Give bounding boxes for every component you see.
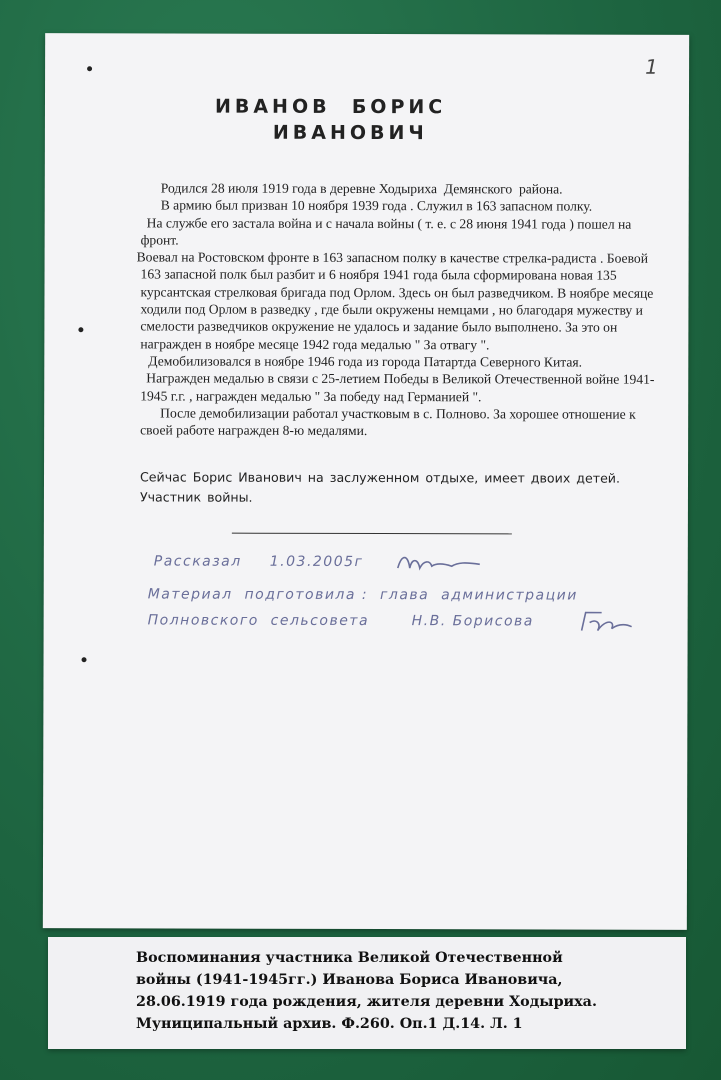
paragraph: После демобилизации работал участковым в с. Полново. За хорошее отношение к своей работе награжден 8-ю медалями. — [140, 405, 636, 439]
punch-hole — [87, 66, 92, 71]
signature-2 — [576, 609, 636, 637]
paragraph: Воевал на Ростовском фронте в 163 запасном полку в качестве стрелка-радиста . Боевой 163 запасной полк был разбит и 6 ноября 1941 года была сформирована новая 135 курсантская стрелковая бригада под Орлом. Здесь он был разведчиком. В ноябре месяце ходили под Орлом в разведку , где были окружены немцами , но благодаря мужеству и смелости разведчиков окружение не удалось и задание было выполнено. За это он награжден в ноябре месяце 1942 года медалью " За отвагу ". — [136, 249, 654, 352]
handwritten-council: Полновского сельсовета — [147, 612, 370, 630]
document-page — [43, 33, 689, 930]
paragraph: Награжден медалью в связи с 25-летием Победы в Великой Отечественной войне 1941-1945 г.г. , награжден медалью " За победу над Германией ". — [140, 370, 655, 404]
paragraph: На службе его застала война и с начала войны ( т. е. с 28 июня 1941 года ) пошел на фронт. — [140, 215, 632, 248]
handwritten-prepared-by: Материал подготовила : глава администрации — [147, 586, 578, 604]
divider — [232, 533, 512, 535]
archive-caption — [48, 937, 686, 1049]
signature-1 — [394, 550, 484, 574]
punch-hole — [82, 657, 87, 662]
title-line-1: ИВАНОВ БОРИС — [214, 95, 447, 119]
handwritten-name: Н.В. Борисова — [411, 613, 534, 630]
handwritten-told-by: Рассказал — [153, 553, 242, 570]
document-body — [136, 179, 671, 440]
closing-text: Сейчас Борис Иванович на заслуженном отдыхе, имеет двоих детей. Участник войны. — [139, 469, 621, 505]
title-line-2: ИВАНОВИЧ — [272, 121, 428, 145]
paragraph: Демобилизовался в ноябре 1946 года из города Патартда Северного Китая. — [148, 353, 583, 370]
page-number: 1 — [645, 54, 658, 79]
punch-hole — [78, 327, 83, 332]
handwritten-date: 1.03.2005г — [269, 553, 364, 570]
paragraph: В армию был призван 10 ноября 1939 года . Служил в 163 запасном полку. — [160, 197, 593, 214]
caption-text: Воспоминания участника Великой Отечественной войны (1941-1945гг.) Иванова Бориса Ивановича, 28.06.1919 года рождения, жителя деревни Ходыриха. Муниципальный архив. Ф.260. Оп.1 Д.14. Л. 1 — [136, 950, 597, 1032]
paragraph: Родился 28 июля 1919 года в деревне Ходыриха Демянского района. — [160, 180, 563, 197]
page-title — [215, 94, 446, 147]
